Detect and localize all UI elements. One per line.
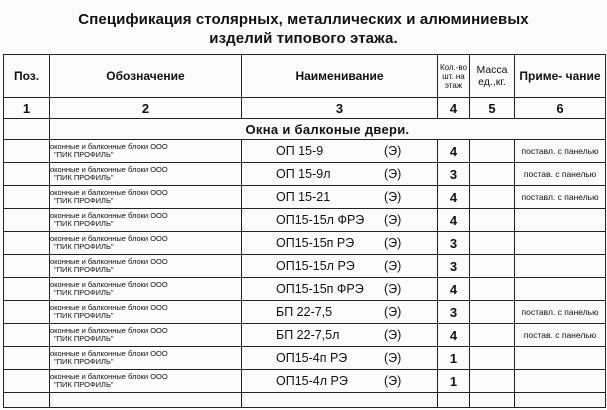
- qty-cell: 4: [438, 186, 470, 209]
- table-row: [4, 370, 606, 393]
- empty-row: [4, 393, 606, 408]
- table-row: [4, 140, 606, 163]
- qty-cell: 3: [438, 255, 470, 278]
- designation-line-1: оконные и балконные блоки ООО: [50, 303, 168, 312]
- table-row: [4, 163, 606, 186]
- pos-cell: [4, 209, 50, 232]
- table-row: [4, 232, 606, 255]
- table-row: [4, 255, 606, 278]
- designation-line-2: "ПИК ПРОФИЛЬ": [54, 357, 114, 366]
- header-qty: Кол.-во шт. на этаж: [438, 55, 470, 98]
- item-suffix: (Э): [384, 305, 402, 319]
- item-code: ОП15-15л РЭ: [276, 259, 355, 273]
- mass-cell: [470, 324, 515, 347]
- designation-cell: [50, 301, 242, 324]
- designation-line-1: оконные и балконные блоки ООО: [50, 326, 168, 335]
- note-cell: [515, 209, 606, 232]
- item-suffix: (Э): [384, 374, 402, 388]
- pos-cell: [4, 232, 50, 255]
- page-title: [0, 10, 607, 48]
- title-line-1: Спецификация столярных, металлических и алюминиевых: [78, 11, 529, 28]
- note-cell: постав. с панелью: [515, 324, 606, 347]
- item-suffix: (Э): [384, 259, 402, 273]
- item-suffix: (Э): [384, 351, 402, 365]
- pos-cell: [4, 324, 50, 347]
- designation-line-2: "ПИК ПРОФИЛЬ": [54, 219, 114, 228]
- qty-cell: 4: [438, 140, 470, 163]
- name-cell: [242, 186, 438, 209]
- item-code: ОП 15-9л: [276, 167, 331, 181]
- item-suffix: (Э): [384, 282, 402, 296]
- designation-line-2: "ПИК ПРОФИЛЬ": [54, 196, 114, 205]
- header-designation: Обозначение: [50, 55, 242, 98]
- note-cell: поставл. с панелью: [515, 301, 606, 324]
- designation-cell: [50, 140, 242, 163]
- mass-cell: [470, 163, 515, 186]
- item-suffix: (Э): [384, 144, 402, 158]
- item-suffix: (Э): [384, 328, 402, 342]
- name-cell: [242, 370, 438, 393]
- section-row: [4, 119, 606, 140]
- qty-cell: 3: [438, 232, 470, 255]
- designation-line-1: оконные и балконные блоки ООО: [50, 142, 168, 151]
- note-cell: [515, 347, 606, 370]
- table-row: [4, 278, 606, 301]
- item-code: ОП15-15п РЭ: [276, 236, 355, 250]
- table-row: [4, 324, 606, 347]
- header-note: Приме- чание: [515, 55, 606, 98]
- name-cell: [242, 347, 438, 370]
- item-code: ОП15-15п ФРЭ: [276, 282, 364, 296]
- pos-cell: [4, 140, 50, 163]
- item-code: ОП 15-9: [276, 144, 324, 158]
- name-cell: [242, 324, 438, 347]
- item-suffix: (Э): [384, 213, 402, 227]
- mass-cell: [470, 186, 515, 209]
- item-code: ОП15-4п РЭ: [276, 351, 348, 365]
- designation-line-1: оконные и балконные блоки ООО: [50, 257, 168, 266]
- spec-table: [3, 54, 606, 408]
- mass-cell: [470, 301, 515, 324]
- designation-line-1: оконные и балконные блоки ООО: [50, 372, 168, 381]
- designation-line-1: оконные и балконные блоки ООО: [50, 349, 168, 358]
- column-number: 2: [50, 98, 242, 119]
- name-cell: [242, 278, 438, 301]
- mass-cell: [470, 370, 515, 393]
- item-suffix: (Э): [384, 190, 402, 204]
- column-number-row: [4, 98, 606, 119]
- designation-cell: [50, 186, 242, 209]
- designation-line-1: оконные и балконные блоки ООО: [50, 234, 168, 243]
- note-cell: поставл. с панелью: [515, 140, 606, 163]
- pos-cell: [4, 301, 50, 324]
- title-line-2: изделий типового этажа.: [209, 30, 398, 47]
- qty-cell: 1: [438, 347, 470, 370]
- item-code: ОП15-15л ФРЭ: [276, 213, 365, 227]
- pos-cell: [4, 255, 50, 278]
- table-row: [4, 209, 606, 232]
- column-number: 4: [438, 98, 470, 119]
- note-cell: [515, 370, 606, 393]
- header-mass: Масса ед.,кг.: [470, 55, 515, 98]
- item-suffix: (Э): [384, 167, 402, 181]
- qty-cell: 4: [438, 278, 470, 301]
- designation-line-2: "ПИК ПРОФИЛЬ": [54, 242, 114, 251]
- item-suffix: (Э): [384, 236, 402, 250]
- designation-line-2: "ПИК ПРОФИЛЬ": [54, 380, 114, 389]
- qty-cell: 3: [438, 163, 470, 186]
- mass-cell: [470, 255, 515, 278]
- note-cell: поставл. с панелью: [515, 186, 606, 209]
- mass-cell: [470, 232, 515, 255]
- column-number: 3: [242, 98, 438, 119]
- designation-line-2: "ПИК ПРОФИЛЬ": [54, 150, 114, 159]
- note-cell: постав. с панелью: [515, 163, 606, 186]
- name-cell: [242, 163, 438, 186]
- designation-line-2: "ПИК ПРОФИЛЬ": [54, 334, 114, 343]
- item-code: БП 22-7,5: [276, 305, 333, 319]
- designation-line-2: "ПИК ПРОФИЛЬ": [54, 265, 114, 274]
- item-code: ОП15-4л РЭ: [276, 374, 348, 388]
- designation-cell: [50, 255, 242, 278]
- qty-cell: 4: [438, 324, 470, 347]
- designation-cell: [50, 163, 242, 186]
- column-number: 5: [470, 98, 515, 119]
- item-code: ОП 15-21: [276, 190, 331, 204]
- designation-line-1: оконные и балконные блоки ООО: [50, 188, 168, 197]
- table-row: [4, 186, 606, 209]
- section-title: Окна и балконые двери.: [50, 119, 606, 140]
- pos-cell: [4, 163, 50, 186]
- name-cell: [242, 255, 438, 278]
- designation-cell: [50, 324, 242, 347]
- column-number: 6: [515, 98, 606, 119]
- name-cell: [242, 140, 438, 163]
- item-code: БП 22-7,5л: [276, 328, 340, 342]
- designation-cell: [50, 209, 242, 232]
- name-cell: [242, 209, 438, 232]
- designation-cell: [50, 278, 242, 301]
- designation-line-2: "ПИК ПРОФИЛЬ": [54, 311, 114, 320]
- name-cell: [242, 301, 438, 324]
- pos-cell: [4, 370, 50, 393]
- table-row: [4, 301, 606, 324]
- mass-cell: [470, 278, 515, 301]
- header-name: Наименивание: [242, 55, 438, 98]
- qty-cell: 4: [438, 209, 470, 232]
- designation-cell: [50, 370, 242, 393]
- qty-cell: 1: [438, 370, 470, 393]
- designation-line-2: "ПИК ПРОФИЛЬ": [54, 288, 114, 297]
- name-cell: [242, 232, 438, 255]
- designation-line-1: оконные и балконные блоки ООО: [50, 211, 168, 220]
- mass-cell: [470, 347, 515, 370]
- pos-cell: [4, 278, 50, 301]
- designation-line-1: оконные и балконные блоки ООО: [50, 165, 168, 174]
- designation-cell: [50, 232, 242, 255]
- designation-line-2: "ПИК ПРОФИЛЬ": [54, 173, 114, 182]
- note-cell: [515, 232, 606, 255]
- column-number: 1: [4, 98, 50, 119]
- header-pos: Поз.: [4, 55, 50, 98]
- qty-cell: 3: [438, 301, 470, 324]
- designation-line-1: оконные и балконные блоки ООО: [50, 280, 168, 289]
- mass-cell: [470, 140, 515, 163]
- designation-cell: [50, 347, 242, 370]
- pos-cell: [4, 186, 50, 209]
- mass-cell: [470, 209, 515, 232]
- table-row: [4, 347, 606, 370]
- note-cell: [515, 255, 606, 278]
- note-cell: [515, 278, 606, 301]
- header-row: [4, 55, 606, 98]
- pos-cell: [4, 347, 50, 370]
